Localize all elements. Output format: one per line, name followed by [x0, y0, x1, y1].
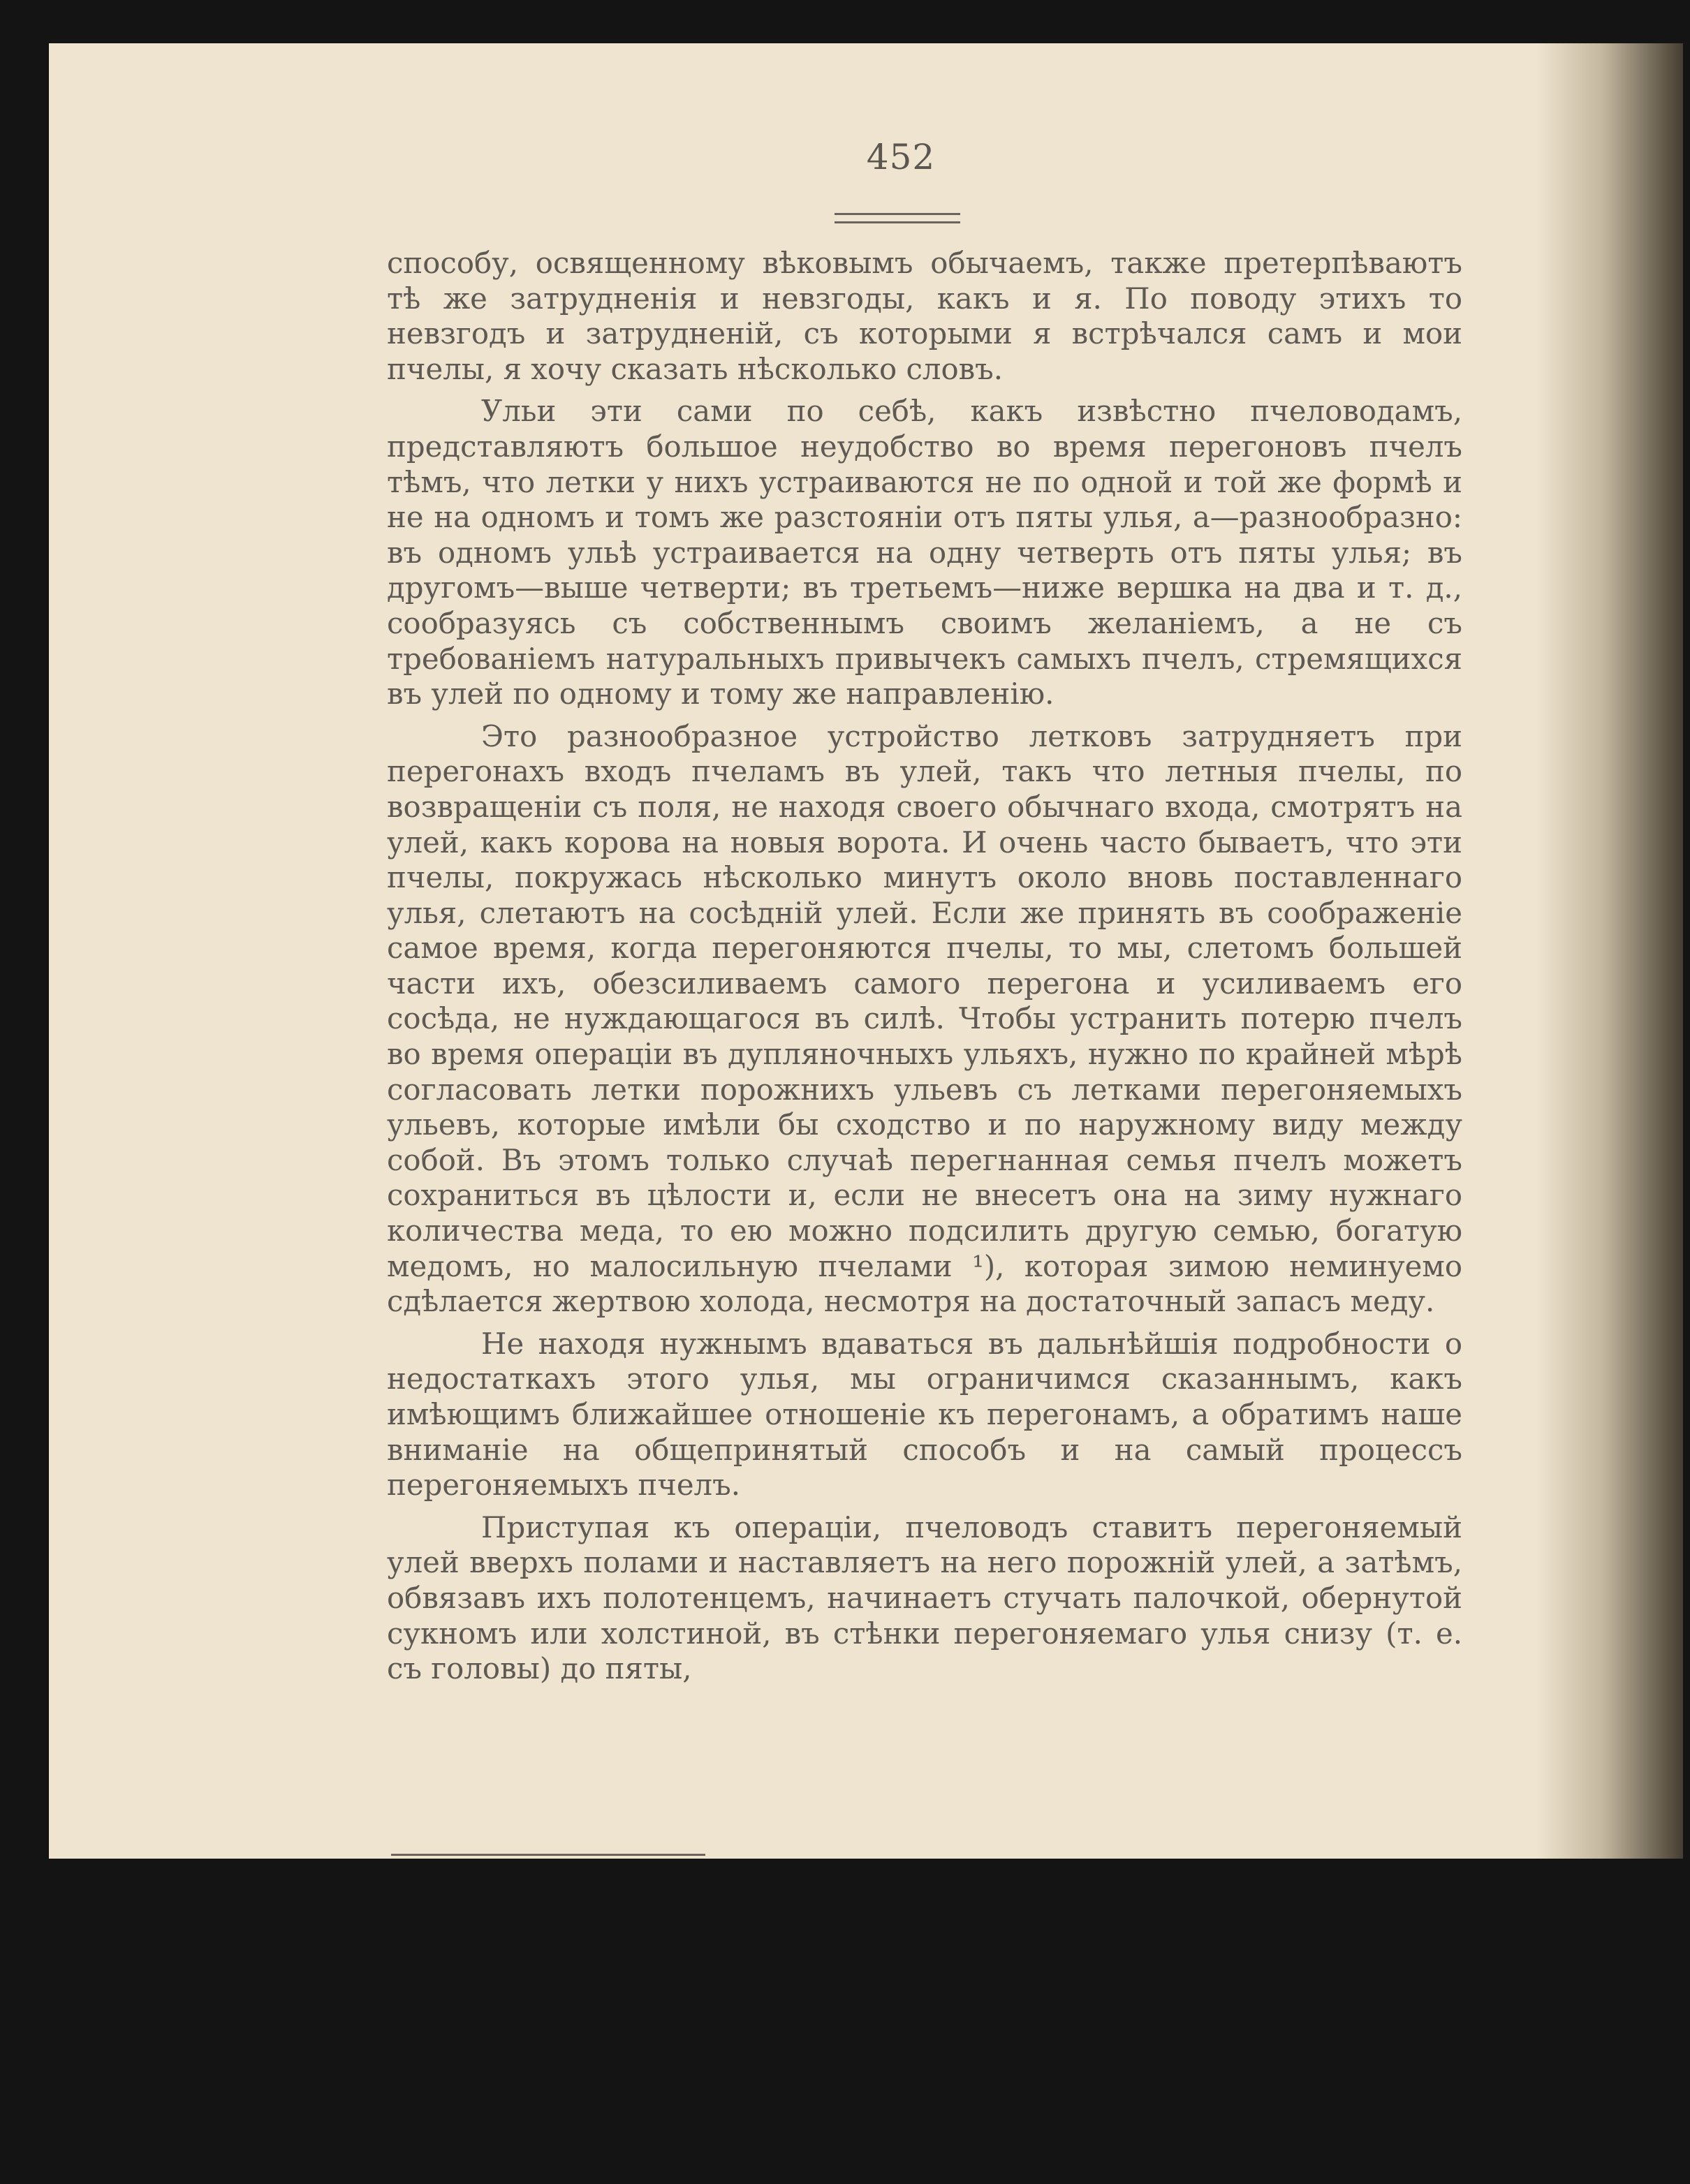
page-number: 452	[866, 137, 936, 177]
body-text	[387, 246, 1462, 1687]
paragraph: Не находя нужнымъ вдаваться въ дальнѣйшія подробности о недостаткахъ этого улья, мы ограничимся сказаннымъ, какъ имѣющимъ ближайшее отношеніе къ перегонамъ, а обратимъ наше вниманіе на общепринятый способъ и на самый процессъ перегоняемыхъ пчелъ.	[387, 1326, 1462, 1503]
book-page	[49, 43, 1683, 1859]
footnote-divider	[391, 1854, 705, 1856]
paragraph: Приступая къ операціи, пчеловодъ ставитъ перегоняемый улей вверхъ полами и наставляетъ на него порожній улей, а затѣмъ, обвязавъ ихъ полотенцемъ, начинаетъ стучать палочкой, обернутой сукномъ или холстиной, въ стѣнки перегоняемаго улья снизу (т. е. съ головы) до пяты,	[387, 1510, 1462, 1686]
paragraph: Это разнообразное устройство летковъ затрудняетъ при перегонахъ входъ пчеламъ въ улей, такъ что летныя пчелы, по возвращеніи съ поля, не находя своего обычнаго входа, смотрятъ на улей, какъ корова на новыя ворота. И очень часто бываетъ, что эти пчелы, покружась нѣсколько минутъ около вновь поставленнаго улья, слетаютъ на сосѣдній улей. Если же принять въ соображеніе самое время, когда перегоняются пчелы, то мы, слетомъ большей части ихъ, обезсиливаемъ самого перегона и усиливаемъ его сосѣда, не нуждающагося въ силѣ. Чтобы устранить потерю пчелъ во время операціи въ дупляночныхъ ульяхъ, нужно по крайней мѣрѣ согласовать летки порожнихъ ульевъ съ летками перегоняемыхъ ульевъ, которые имѣли бы сходство и по наружному виду между собой. Въ этомъ только случаѣ перегнанная семья пчелъ можетъ сохраниться въ цѣлости и, если не внесетъ она на зиму нужнаго количества меда, то ею можно подсилить другую семью, богатую медомъ, но малосильную пчелами ¹), которая зимою неминуемо сдѣлается жертвою холода, несмотря на достаточный запасъ меду.	[387, 718, 1462, 1319]
paragraph-continued: способу, освященному вѣковымъ обычаемъ, также претерпѣваютъ тѣ же затрудненія и невзгоды, какъ и я. По поводу этихъ то невзгодъ и затрудненій, съ которыми я встрѣчался самъ и мои пчелы, я хочу сказать нѣсколько словъ.	[387, 246, 1462, 386]
header-double-rule	[835, 213, 960, 223]
paragraph: Ульи эти сами по себѣ, какъ извѣстно пчеловодамъ, представляютъ большое неудобство во время перегоновъ пчелъ тѣмъ, что летки у нихъ устраиваются не по одной и той же формѣ и не на одномъ и томъ же разстояніи отъ пяты улья, а—разнообразно: въ одномъ ульѣ устраивается на одну четверть отъ пяты улья; въ другомъ—выше четверти; въ третьемъ—ниже вершка на два и т. д., сообразуясь съ собственнымъ своимъ желаніемъ, а не съ требованіемъ натуральныхъ привычекъ самыхъ пчелъ, стремящихся въ улей по одному и тому же направленію.	[387, 394, 1462, 711]
scan-background	[0, 1859, 1690, 2184]
